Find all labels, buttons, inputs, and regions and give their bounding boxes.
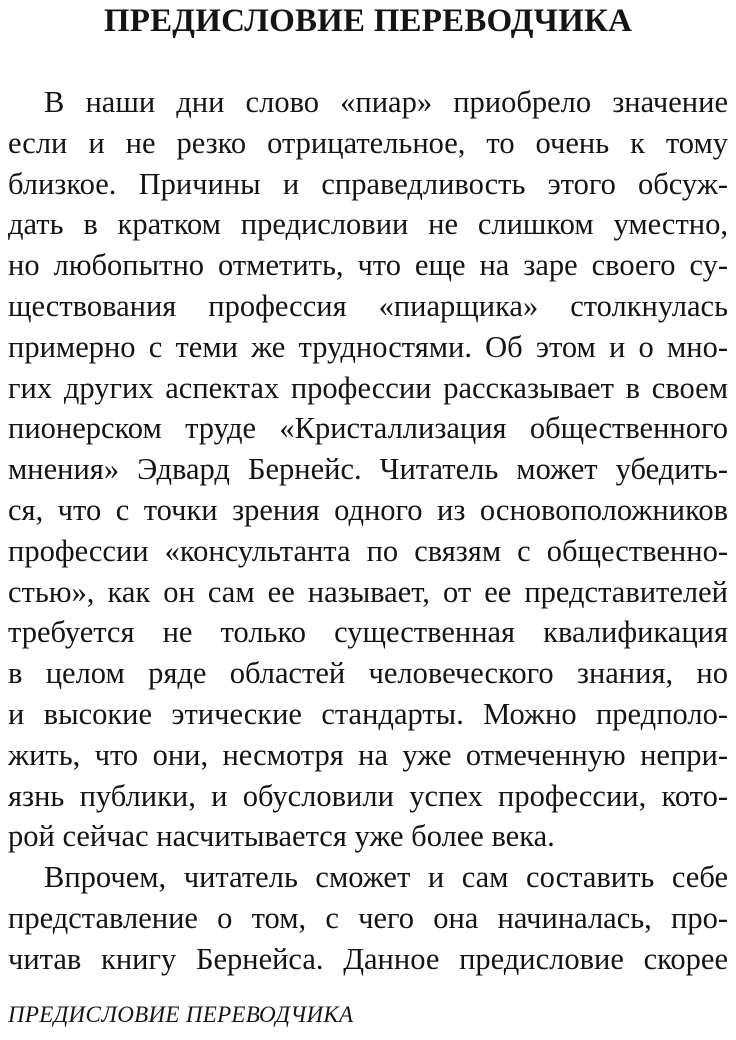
text-line: стью», как он сам ее называет, от ее представителей [8,574,728,609]
text-line: читав книгу Бернейса. Данное предисловие скорее [8,941,728,976]
text-line: но любопытно отметить, что еще на заре своего су- [8,248,728,283]
text-line: язнь публики, и обусловили успех профессии, кото- [8,778,728,813]
text-line: гих других аспектах профессии рассказывает в своем [8,370,728,405]
text-line: требуется не только существенная квалификация [8,615,728,650]
paragraph-2 [8,857,728,979]
text-line: в целом ряде областей человеческого знания, но [8,656,728,691]
paragraph-1 [8,82,728,857]
page-title: ПРЕДИСЛОВИЕ ПЕРЕВОДЧИКА [103,3,633,39]
text-line: профессии «консультанта по связям с общественно- [8,533,728,568]
text-line: примерно с теми же трудностями. Об этом и о мно- [8,329,728,364]
text-line: жить, что они, несмотря на уже отмеченную непри- [8,737,728,772]
text-line: дать в кратком предисловии не слишком уместно, [8,207,728,242]
text-line: и высокие этические стандарты. Можно предполо- [8,696,728,731]
text-line: В наши дни слово «пиар» приобрело значение [44,85,728,119]
text-line: пионерском труде «Кристаллизация общественного [8,411,728,446]
text-line: представление о том, с чего она начиналась, про- [8,900,728,935]
text-line: Впрочем, читатель сможет и сам составить себе [44,860,728,895]
text-line: если и не резко отрицательное, то очень к тому [8,125,728,160]
text-line: ществования профессия «пиарщика» столкнулась [8,288,728,323]
text-line: мнения» Эдвард Бернейс. Читатель может убедить- [8,452,728,487]
text-line: ся, что с точки зрения одного из основоположников [8,492,728,527]
page-body [8,82,728,980]
text-line: рой сейчас насчитывается уже более века. [8,819,555,854]
text-line: близкое. Причины и справедливость этого обсуж- [8,166,728,201]
running-footer: ПРЕДИСЛОВИЕ ПЕРЕВОДЧИКА [8,1002,354,1027]
